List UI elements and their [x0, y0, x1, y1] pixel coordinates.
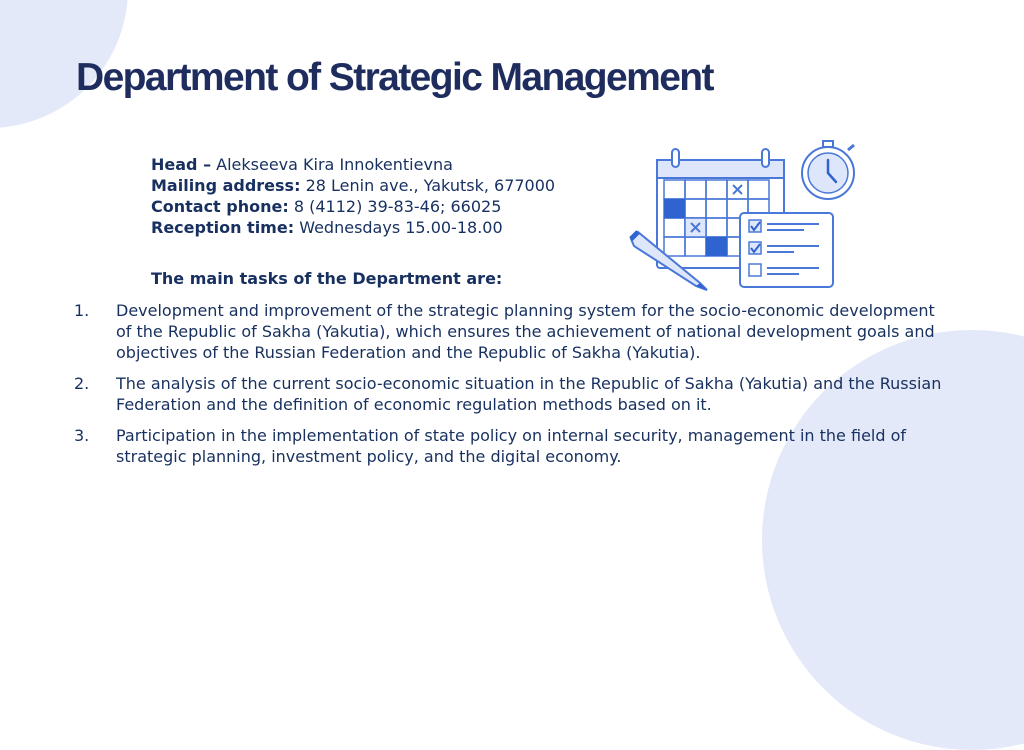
stopwatch-icon	[802, 141, 854, 199]
phone-line	[151, 196, 555, 217]
list-item-text: Development and improvement of the strategic planning system for the socio-economic development of the Republic of Sakha (Yakutia), which ensures the achievement of national development goals and objectives of the Russian Federation and the Republic of Sakha (Yakutia).	[116, 301, 935, 362]
reception-line	[151, 217, 555, 238]
contact-info	[151, 154, 555, 238]
address-line	[151, 175, 555, 196]
list-item	[74, 373, 954, 415]
list-item-text: Participation in the implementation of state policy on internal security, management in the field of strategic planning, investment policy, and the digital economy.	[116, 426, 907, 466]
head-label: Head –	[151, 155, 212, 174]
task-list	[74, 300, 954, 477]
page-title: Department of Strategic Management	[76, 56, 713, 99]
address-label: Mailing address:	[151, 176, 301, 195]
head-value: Alekseeva Kira Innokentievna	[211, 155, 453, 174]
reception-label: Reception time:	[151, 218, 295, 237]
tasks-heading: The main tasks of the Department are:	[151, 269, 503, 288]
phone-label: Contact phone:	[151, 197, 289, 216]
reception-value: Wednesdays 15.00-18.00	[294, 218, 503, 237]
planning-illustration	[624, 136, 864, 296]
head-line	[151, 154, 555, 175]
phone-value: 8 (4112) 39-83-46; 66025	[288, 197, 502, 216]
list-item-number: 2.	[74, 374, 90, 393]
list-item-number: 1.	[74, 301, 90, 320]
checklist-icon	[740, 213, 833, 287]
address-value: 28 Lenin ave., Yakutsk, 677000	[300, 176, 556, 195]
list-item	[74, 300, 954, 363]
list-item	[74, 425, 954, 467]
list-item-text: The analysis of the current socio-economic situation in the Republic of Sakha (Yakutia) and the Russian Federation and the definition of economic regulation methods based on it.	[116, 374, 942, 414]
list-item-number: 3.	[74, 426, 90, 445]
